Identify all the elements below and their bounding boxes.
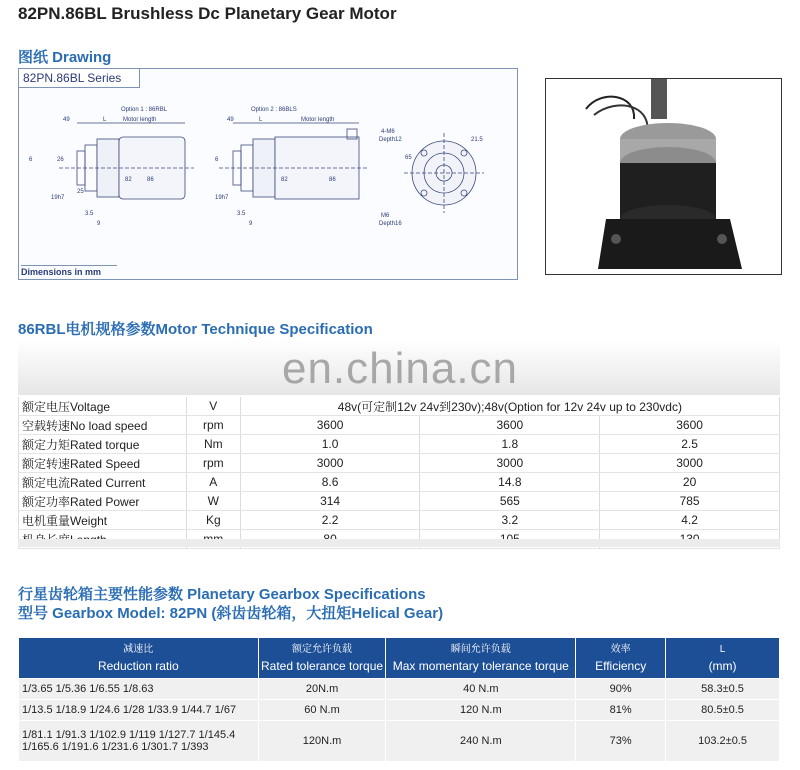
- series-label: 82PN.86BL Series: [19, 69, 140, 88]
- page-title: 82PN.86BL Brushless Dc Planetary Gear Motor: [18, 4, 397, 23]
- spec-value: 2.2: [240, 511, 420, 530]
- length-cell: 103.2±0.5: [666, 721, 780, 762]
- dim-86-b: 86: [329, 177, 336, 183]
- dim-3-5-b: 3.5: [237, 211, 246, 217]
- spec-value: 3600: [600, 416, 780, 435]
- dim-L-b: L: [259, 117, 263, 123]
- drawing-heading: 图纸 Drawing: [18, 49, 112, 66]
- table-row: [19, 700, 780, 721]
- dim-19h7-a: 19h7: [51, 195, 65, 201]
- dim-motor-length-1: Motor length: [123, 117, 157, 123]
- motor-photo: [545, 78, 782, 275]
- spec-value: 2.5: [600, 435, 780, 454]
- spec-value: 3.2: [420, 511, 600, 530]
- max-torque-cell: 240 N.m: [386, 721, 576, 762]
- table-row: [19, 416, 780, 435]
- table-row: [19, 511, 780, 530]
- dim-m6: M6: [381, 213, 390, 219]
- spec-unit: W: [186, 492, 240, 511]
- spec-table: [18, 397, 780, 549]
- spec-name: 额定电流Rated Current: [19, 473, 187, 492]
- spec-value: 3000: [420, 454, 600, 473]
- dim-6-a: 6: [29, 157, 33, 163]
- dim-82-b: 82: [281, 177, 288, 183]
- table-row: [19, 454, 780, 473]
- spec-heading: 86RBL电机规格参数Motor Technique Specification: [18, 321, 373, 338]
- dim-option1: Option 1 : 86RBL: [121, 107, 168, 113]
- length-cell: 58.3±0.5: [666, 679, 780, 700]
- gearbox-model-heading: 型号 Gearbox Model: 82PN (斜齿齿轮箱，大扭矩Helical Gear): [18, 605, 444, 622]
- dim-9-b: 9: [249, 221, 253, 227]
- column-header: 瞬间允许负载 Max momentary tolerance torque: [386, 638, 576, 679]
- spec-name: 额定功率Rated Power: [19, 492, 187, 511]
- spec-name: 额定力矩Rated torque: [19, 435, 187, 454]
- dim-19h7-b: 19h7: [215, 195, 229, 201]
- spec-value: 1.8: [420, 435, 600, 454]
- spec-value: 3000: [600, 454, 780, 473]
- table-row: [19, 473, 780, 492]
- spec-value: 48v(可定制12v 24v到230v);48v(Option for 12v 24v up to 230vdc): [240, 397, 779, 416]
- technical-drawing: [19, 69, 517, 279]
- spec-footer-band: [18, 539, 780, 547]
- spec-value: 4.2: [600, 511, 780, 530]
- gearbox-table: [18, 637, 780, 762]
- spec-unit: Nm: [186, 435, 240, 454]
- dim-option2: Option 2 : 86BLS: [251, 107, 297, 113]
- column-header: 额定允许负载 Rated tolerance torque: [258, 638, 386, 679]
- rated-torque-cell: 120N.m: [258, 721, 386, 762]
- dim-49-a: 49: [63, 117, 70, 123]
- spec-name: 电机重量Weight: [19, 511, 187, 530]
- spec-name: 额定电压Voltage: [19, 397, 187, 416]
- dim-3-5-a: 3.5: [85, 211, 94, 217]
- spec-value: 20: [600, 473, 780, 492]
- dim-depth12: Depth12: [379, 137, 402, 143]
- spec-value: 314: [240, 492, 420, 511]
- column-header: L (mm): [666, 638, 780, 679]
- table-row: [19, 435, 780, 454]
- dim-65: 65: [405, 155, 412, 161]
- dim-depth16: Depth16: [379, 221, 402, 227]
- rated-torque-cell: 20N.m: [258, 679, 386, 700]
- dim-82-a: 82: [125, 177, 132, 183]
- dim-L-a: L: [103, 117, 107, 123]
- ratio-cell: 1/13.5 1/18.9 1/24.6 1/28 1/33.9 1/44.7 1/67: [19, 700, 259, 721]
- spec-unit: A: [186, 473, 240, 492]
- spec-value: 8.6: [240, 473, 420, 492]
- dim-86-a: 86: [147, 177, 154, 183]
- spec-name: 空载转速No load speed: [19, 416, 187, 435]
- spec-value: 14.8: [420, 473, 600, 492]
- dim-9-a: 9: [97, 221, 101, 227]
- table-row: [19, 492, 780, 511]
- column-header: 减速比 Reduction ratio: [19, 638, 259, 679]
- spec-unit: rpm: [186, 454, 240, 473]
- spec-value: 3000: [240, 454, 420, 473]
- dim-motor-length-2: Motor length: [301, 117, 335, 123]
- drawing-panel: [18, 68, 518, 280]
- ratio-line: 1/165.6 1/191.6 1/231.6 1/301.7 1/393: [22, 741, 209, 753]
- ratio-cell: 1/3.65 1/5.36 1/6.55 1/8.63: [19, 679, 259, 700]
- table-row: [19, 397, 780, 416]
- spec-name: 额定转速Rated Speed: [19, 454, 187, 473]
- spec-value: 1.0: [240, 435, 420, 454]
- ratio-cell: [19, 721, 259, 762]
- dim-21-5: 21.5: [471, 137, 483, 143]
- gearbox-heading: 行星齿轮箱主要性能参数 Planetary Gearbox Specifications: [18, 586, 426, 603]
- spec-value: 3600: [420, 416, 600, 435]
- dim-25-a: 25: [77, 189, 84, 195]
- spec-unit: Kg: [186, 511, 240, 530]
- spec-value: 3600: [240, 416, 420, 435]
- dim-6-b: 6: [215, 157, 219, 163]
- column-header: 效率 Efficiency: [576, 638, 666, 679]
- efficiency-cell: 73%: [576, 721, 666, 762]
- spec-value: 565: [420, 492, 600, 511]
- efficiency-cell: 81%: [576, 700, 666, 721]
- max-torque-cell: 40 N.m: [386, 679, 576, 700]
- max-torque-cell: 120 N.m: [386, 700, 576, 721]
- dim-49-b: 49: [227, 117, 234, 123]
- table-row: [19, 721, 780, 762]
- watermark: en.china.cn: [281, 344, 519, 393]
- dim-4m6: 4-M6: [381, 129, 395, 135]
- table-header-row: [19, 638, 780, 679]
- dimensions-note: Dimensions in mm: [21, 265, 117, 277]
- table-row: [19, 679, 780, 700]
- spec-unit: rpm: [186, 416, 240, 435]
- length-cell: 80.5±0.5: [666, 700, 780, 721]
- spec-unit: V: [186, 397, 240, 416]
- ratio-line: 1/81.1 1/91.3 1/102.9 1/119 1/127.7 1/145.4: [22, 729, 236, 741]
- spec-value: 785: [600, 492, 780, 511]
- efficiency-cell: 90%: [576, 679, 666, 700]
- rated-torque-cell: 60 N.m: [258, 700, 386, 721]
- dim-26-a: 26: [57, 157, 64, 163]
